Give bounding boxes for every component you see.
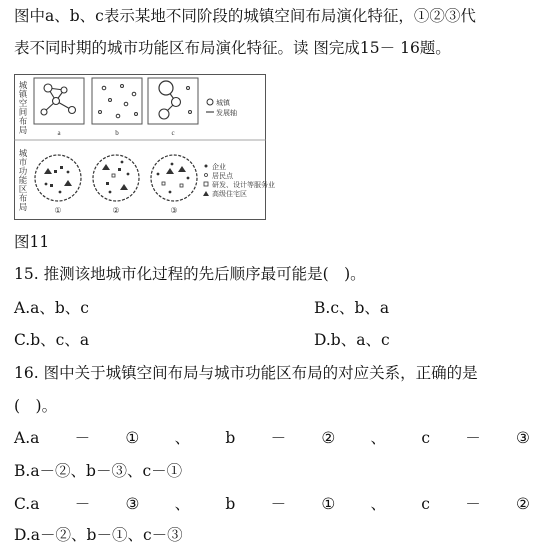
row1-label-char: 空 [18,98,28,108]
residential-legend-icon [205,174,208,177]
q16-option-a[interactable] [14,428,530,448]
row2-label-char: 局 [18,202,28,212]
row1-label-char: 布 [18,116,28,126]
q16-a-token: b [225,429,236,447]
legend-axis: 发展轴 [216,109,237,117]
q16-a-token: c [421,429,430,447]
q16-c-token: － [270,495,287,513]
q16-c-token: 、 [370,495,387,513]
panel-b-label: b [115,129,119,137]
q16-a-token: － [465,429,481,447]
q16-a-token: ① [125,429,140,447]
q16-c-token: c [421,495,430,513]
q16-option-d[interactable]: D.a－②、b－①、c－③ [14,526,183,544]
q16-c-token: － [74,495,91,513]
row2-label-char: 市 [18,157,28,167]
q16-c-token: － [465,495,481,513]
q16-a-token: A.a [14,429,40,447]
row1-label [19,80,28,135]
q16-c-token: ③ [125,495,140,513]
panel-1-label: ① [54,206,62,215]
q15-stem: 15. 推测该地城市化过程的先后顺序最可能是( )。 [14,265,366,283]
row1-label-char: 镇 [18,89,28,99]
q16-a-token: 、 [370,429,387,447]
q15-option-c[interactable]: C.b、c、a [14,331,90,349]
row2-label-char: 布 [18,193,28,203]
q16-a-token: － [270,429,287,447]
q15-option-b[interactable]: B.c、b、a [314,299,390,317]
q16-option-c[interactable] [14,494,530,514]
intro-line-2: 表不同时期的城市功能区布局演化特征。读 图完成15－ 16题。 [14,39,451,57]
q16-a-token: ③ [516,429,530,447]
row2-label-char: 区 [18,184,28,194]
legend-residential: 居民点 [212,172,233,180]
q15-option-a[interactable]: A.a、b、c [14,299,89,317]
legend-enterprise: 企业 [212,163,226,171]
q15-option-d[interactable]: D.b、a、c [314,331,390,349]
panel-a-label: a [57,129,61,137]
row2-label-char: 城 [18,148,28,158]
row1-label-char: 城 [18,80,28,90]
q16-a-token: 、 [174,429,191,447]
intro-line-1: 图中a、b、c表示某地不同阶段的城镇空间布局演化特征，①②③代 [14,7,476,25]
row1-label-char: 间 [18,107,28,117]
panel-3-label: ③ [170,206,178,215]
enterprise-legend-icon [205,165,208,168]
row2-label [19,148,28,212]
q16-c-token: 、 [174,495,191,513]
legend-housing: 高级住宅区 [212,190,247,198]
q16-c-token: ① [321,495,336,513]
q16-c-token: C.a [14,495,40,513]
legend-service: 研发、设计等服务业 [212,181,275,189]
q16-stem-line-2: ( )。 [14,397,58,415]
q16-a-token: ② [321,429,336,447]
q16-a-token: － [74,429,91,447]
service-legend-icon [204,182,208,186]
row2-label-char: 功 [18,166,28,176]
q16-c-token: ② [516,495,530,513]
row2-label-char: 能 [18,175,28,185]
q16-stem-line-1: 16. 图中关于城镇空间布局与城市功能区布局的对应关系，正确的是 [14,364,478,382]
row1-label-char: 局 [18,125,28,135]
q16-c-token: b [225,495,236,513]
panel-2-label: ② [112,206,120,215]
figure-11 [14,74,275,220]
panel-c-label: c [171,129,175,137]
q16-option-b[interactable]: B.a－②、b－③、c－① [14,462,183,480]
legend-town: 城镇 [216,99,230,107]
figure-caption: 图11 [14,233,50,251]
town-legend-icon [207,99,213,105]
